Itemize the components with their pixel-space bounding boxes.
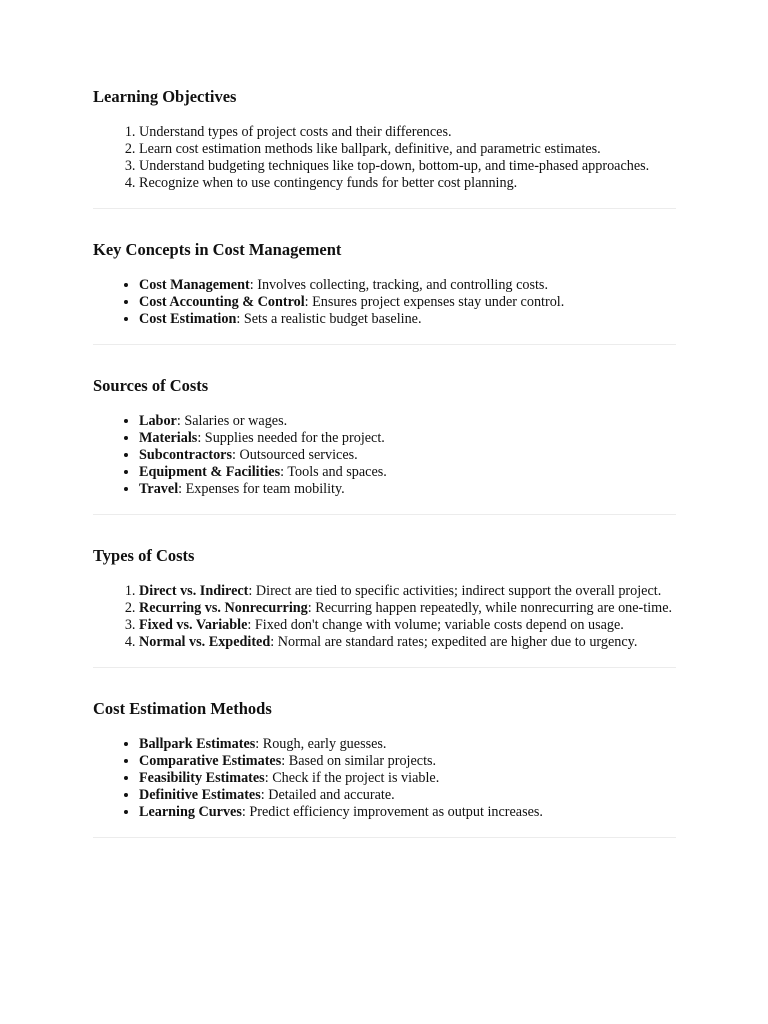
list-item-text: Recognize when to use contingency funds for better cost planning. xyxy=(139,175,518,191)
list-item xyxy=(139,787,676,804)
list-item xyxy=(139,600,676,617)
list-item-desc: : Sets a realistic budget baseline. xyxy=(236,311,422,327)
list-item xyxy=(139,736,676,753)
list-item xyxy=(139,294,676,311)
list-item xyxy=(139,583,676,600)
list-item xyxy=(139,617,676,634)
list-item-term: Ballpark Estimates xyxy=(139,736,256,752)
list-item xyxy=(139,311,676,328)
list-item-desc: : Detailed and accurate. xyxy=(260,787,395,803)
list-item xyxy=(139,158,676,175)
list-item-desc: : Fixed don't change with volume; variable costs depend on usage. xyxy=(247,617,624,633)
list-item-desc: : Direct are tied to specific activities; indirect support the overall project. xyxy=(248,583,662,599)
list-item xyxy=(139,481,676,498)
bullet-list xyxy=(93,277,676,328)
list-item-desc: : Recurring happen repeatedly, while nonrecurring are one-time. xyxy=(307,600,673,616)
bullet-list xyxy=(93,736,676,821)
section-types-of-costs xyxy=(93,545,676,668)
section-sources-of-costs xyxy=(93,375,676,515)
ordered-list xyxy=(93,124,676,192)
section-title: Cost Estimation Methods xyxy=(93,699,272,718)
list-item-term: Fixed vs. Variable xyxy=(139,617,248,633)
section-title: Key Concepts in Cost Management xyxy=(93,240,342,259)
list-item-desc: : Normal are standard rates; expedited are higher due to urgency. xyxy=(270,634,638,650)
list-item-term: Cost Accounting & Control xyxy=(139,294,305,310)
list-item-term: Feasibility Estimates xyxy=(139,770,265,786)
section-key-concepts xyxy=(93,239,676,345)
list-item xyxy=(139,753,676,770)
list-item-desc: : Rough, early guesses. xyxy=(255,736,387,752)
list-item-term: Subcontractors xyxy=(139,447,233,463)
list-item xyxy=(139,141,676,158)
list-item-desc: : Involves collecting, tracking, and controlling costs. xyxy=(249,277,548,293)
list-item xyxy=(139,277,676,294)
list-item xyxy=(139,430,676,447)
list-item-term: Travel xyxy=(139,481,179,497)
list-item-term: Comparative Estimates xyxy=(139,753,282,769)
list-item-desc: : Outsourced services. xyxy=(232,447,358,463)
list-item-term: Equipment & Facilities xyxy=(139,464,281,480)
list-item xyxy=(139,770,676,787)
list-item-desc: : Tools and spaces. xyxy=(280,464,387,480)
list-item-term: Labor xyxy=(139,413,177,429)
list-item xyxy=(139,464,676,481)
list-item-desc: : Based on similar projects. xyxy=(281,753,437,769)
section-cost-estimation-methods xyxy=(93,698,676,838)
list-item-desc: : Ensures project expenses stay under control. xyxy=(304,294,565,310)
list-item-term: Recurring vs. Nonrecurring xyxy=(139,600,308,616)
bullet-list xyxy=(93,413,676,498)
list-item xyxy=(139,804,676,821)
list-item-term: Materials xyxy=(139,430,198,446)
section-title: Types of Costs xyxy=(93,546,195,565)
section-title: Sources of Costs xyxy=(93,376,209,395)
list-item-text: Understand budgeting techniques like top-down, bottom-up, and time-phased approaches. xyxy=(139,158,650,174)
document-page xyxy=(93,86,676,868)
list-item-text: Understand types of project costs and their differences. xyxy=(139,124,452,140)
list-item-desc: : Check if the project is viable. xyxy=(264,770,440,786)
list-item-desc: : Predict efficiency improvement as output increases. xyxy=(241,804,543,820)
list-item-term: Normal vs. Expedited xyxy=(139,634,271,650)
list-item-desc: : Supplies needed for the project. xyxy=(197,430,385,446)
list-item-term: Learning Curves xyxy=(139,804,242,820)
list-item-term: Definitive Estimates xyxy=(139,787,261,803)
list-item xyxy=(139,447,676,464)
list-item xyxy=(139,124,676,141)
list-item xyxy=(139,175,676,192)
list-item xyxy=(139,634,676,651)
list-item-term: Direct vs. Indirect xyxy=(139,583,249,599)
list-item xyxy=(139,413,676,430)
section-learning-objectives xyxy=(93,86,676,209)
ordered-list xyxy=(93,583,676,651)
list-item-text: Learn cost estimation methods like ballpark, definitive, and parametric estimates. xyxy=(139,141,601,157)
list-item-desc: : Expenses for team mobility. xyxy=(178,481,345,497)
list-item-term: Cost Management xyxy=(139,277,250,293)
list-item-desc: : Salaries or wages. xyxy=(176,413,288,429)
section-title: Learning Objectives xyxy=(93,87,237,106)
list-item-term: Cost Estimation xyxy=(139,311,237,327)
